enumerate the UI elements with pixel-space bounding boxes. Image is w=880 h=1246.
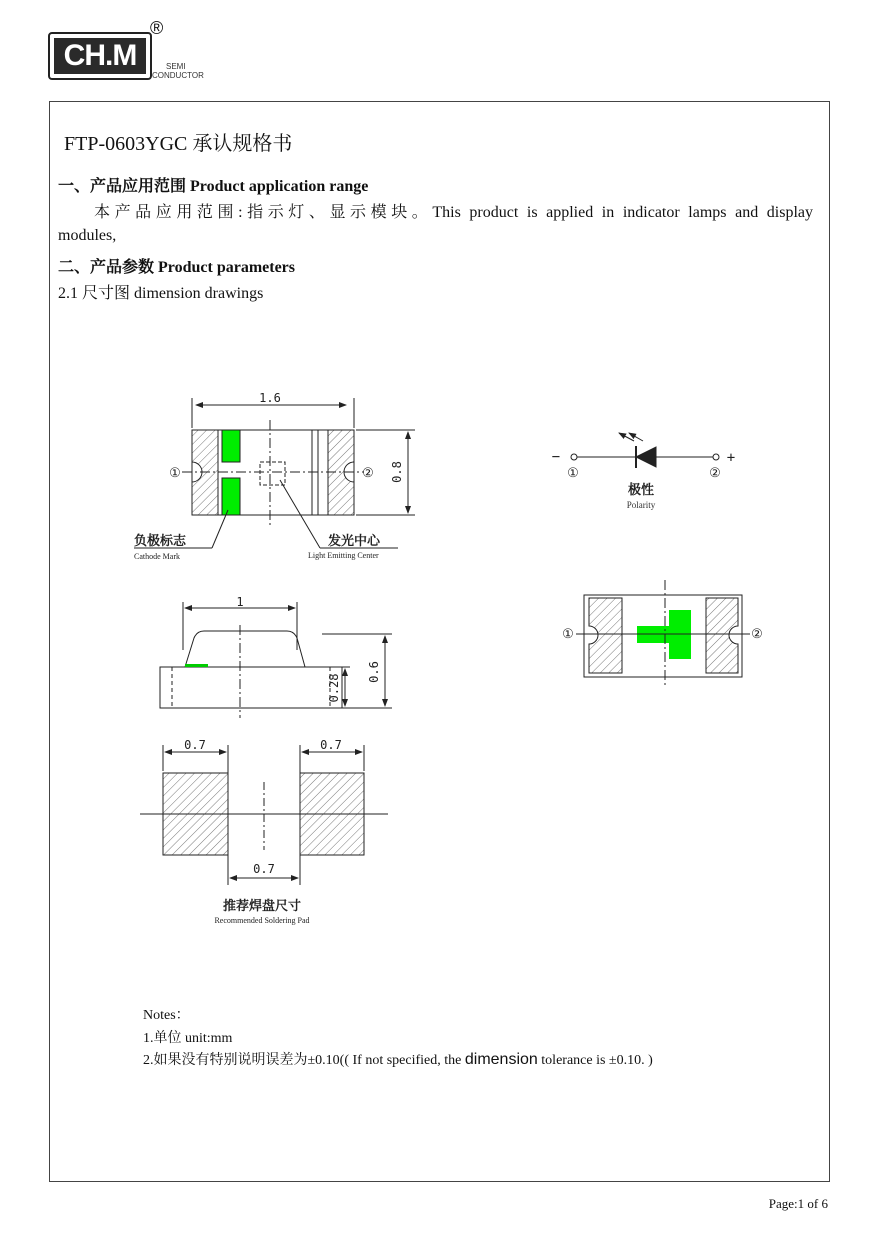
- note-1: 1.单位 unit:mm: [143, 1031, 233, 1046]
- document-title: FTP-0603YGC 承认规格书: [64, 133, 293, 155]
- cathode-mark-en: Cathode Mark: [134, 552, 180, 561]
- subsection-dimension-drawings: 2.1 尺寸图 dimension drawings: [58, 285, 264, 302]
- polarity-en: Polarity: [626, 500, 656, 510]
- notes-title: Notes：: [143, 1008, 190, 1023]
- top-height-label: 0.8: [390, 461, 404, 483]
- top-width-label: 1.6: [259, 391, 281, 405]
- light-center-cn: 发光中心: [328, 534, 381, 549]
- application-paragraph: 本产品应用范围:指示灯、显示模块。This product is applied in indicator lamps and display: [94, 204, 813, 221]
- section-heading-parameters: 二、产品参数 Product parameters: [58, 259, 296, 276]
- pad-width-left: 0.7: [184, 738, 206, 752]
- soldering-pad-cn: 推荐焊盘尺寸: [222, 899, 302, 914]
- registered-mark: ®: [150, 18, 164, 38]
- polarity-diode-symbol: [571, 433, 719, 468]
- page-number: Page:1 of 6: [768, 1196, 828, 1211]
- polarity-plus: +: [726, 450, 736, 466]
- section-heading-application: 一、产品应用范围 Product application range: [58, 178, 369, 195]
- cathode-mark-cn: 负极标志: [134, 534, 187, 549]
- polarity-minus: −: [551, 449, 561, 465]
- application-paragraph-cont: modules,: [58, 227, 117, 244]
- bottom-view-drawing: [576, 580, 750, 688]
- polarity-pin1: ①: [567, 466, 579, 481]
- light-center-en: Light Emitting Center: [308, 551, 379, 560]
- side-height-028: 0.28: [327, 673, 341, 703]
- bottom-pin2: ②: [751, 627, 763, 642]
- bottom-pin1: ①: [562, 627, 574, 642]
- polarity-cn: 极性: [627, 483, 655, 498]
- pin1-label: ①: [169, 466, 181, 481]
- pad-width-right: 0.7: [320, 738, 342, 752]
- pad-gap-label: 0.7: [253, 862, 275, 876]
- polarity-pin2: ②: [709, 466, 721, 481]
- company-logo: CH.M: [48, 32, 152, 80]
- side-view-drawing: [160, 602, 392, 718]
- side-height-06: 0.6: [367, 661, 381, 683]
- logo-subtitle: SEMI CONDUCTOR: [152, 62, 204, 80]
- note-2: 2.如果没有特别说明误差为±0.10(( If not specified, the dimension tolerance is ±0.10. ): [143, 1051, 653, 1068]
- pin2-label: ②: [362, 466, 374, 481]
- soldering-pad-en: Recommended Soldering Pad: [214, 916, 310, 925]
- side-width-label: 1: [236, 595, 244, 609]
